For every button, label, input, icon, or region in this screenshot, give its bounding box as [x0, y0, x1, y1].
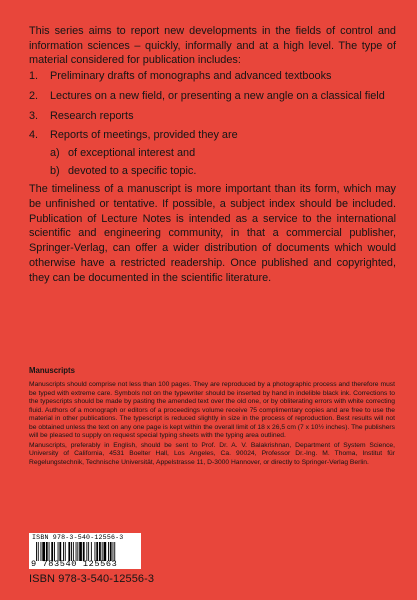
barcode-isbn-text: ISBN 978-3-540-12556-3 [32, 534, 124, 541]
isbn-barcode [29, 533, 141, 569]
list-item: 3. Research reports [29, 109, 134, 122]
manuscripts-section [29, 367, 395, 467]
meeting-conditions-list [50, 146, 396, 178]
material-types-list [29, 69, 396, 178]
isbn-number: ISBN 978-3-540-12556-3 [29, 573, 155, 585]
intro-paragraph: This series aims to report new developments in the fields of control and information sciences – quickly, informally and at a high level. The type of material considered for publication includes: [29, 25, 396, 67]
manuscripts-paragraph: Manuscripts should comprise not less than 100 pages. They are reproduced by a photographic process and therefore must be typed with extreme care. Symbols not on the typewriter should be inserted by hand in indelible black ink. Corrections to the typescripts should be made by pasting the amended text over the old one, or by obliterating errors with white correcting fluid. Authors of a monograph or editors of a proceedings volume receive 75 complimentary copies and are free to use the material in other publications. The typescript is reduced slightly in size in the process of reproduction. Best results will not be obtained unless the text on any one page is kept within the overall limit of 18 x 26,5 cm (7 x 10½ inches). The publishers will be pleased to supply on request special typing sheets with the typing area outlined. [29, 381, 395, 440]
closing-paragraph: The timeliness of a manuscript is more important than its form, which may be unfinished or tentative. If possible, a subject index should be included. Publication of Lecture Notes is intended as a service to the international scientific and engineering community, in that a commercial publisher, Springer-Verlag, can offer a wider distribution of documents which would otherwise have a restricted readership. Once published and copyrighted, they can be documented in the scientific literature. [29, 183, 396, 284]
barcode-ean-digits: 9 783540 125563 [31, 559, 118, 569]
list-item: 1. Preliminary drafts of monographs and advanced textbooks [29, 70, 332, 83]
manuscripts-heading: Manuscripts [29, 366, 75, 375]
sub-list-item: b) devoted to a specific topic. [50, 164, 197, 177]
list-item: 4. Reports of meetings, provided they are a) of exceptional interest and b) devoted to a specific topic. [29, 128, 396, 178]
sub-list-item: a) of exceptional interest and [50, 146, 196, 159]
series-description [29, 24, 396, 285]
manuscripts-address-paragraph: Manuscripts, preferably in English, should be sent to Prof. Dr. A. V. Balakrishnan, Department of System Science, University of California, 4531 Boelter Hall, Los Angeles, Ca. 90024, Professor Dr.-Ing. M. Thoma, Institut für Regelungstechnik, Technische Universität, Appelstrasse 11, D-3000 Hannover, or directly to Springer-Verlag Berlin. [29, 441, 395, 466]
list-item: 2. Lectures on a new field, or presenting a new angle on a classical field [29, 89, 385, 102]
